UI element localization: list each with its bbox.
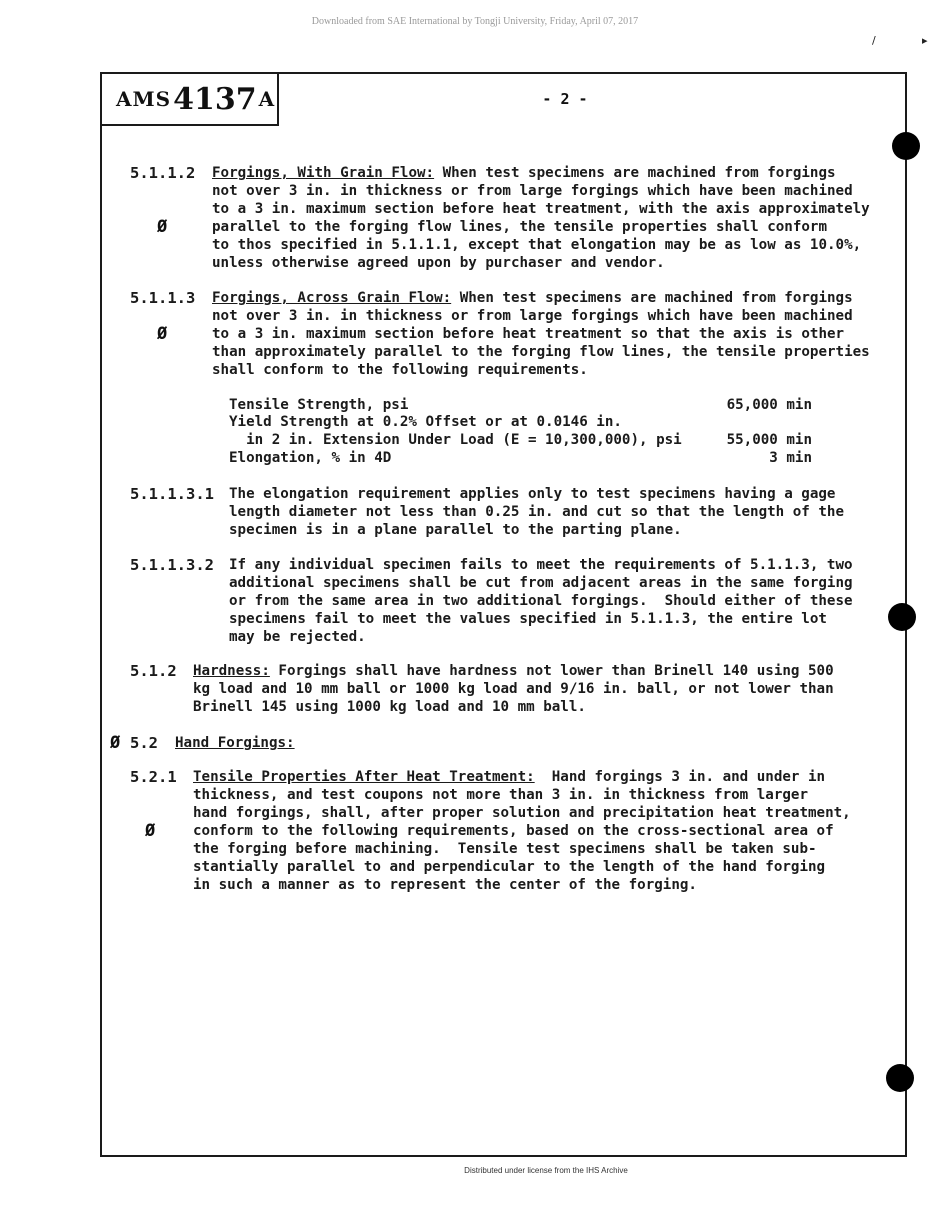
requirement-value: 55,000 min: [726, 432, 812, 448]
section-line: hand forgings, shall, after proper solution and precipitation heat treatment,: [193, 805, 851, 821]
section-line: kg load and 10 mm ball or 1000 kg load and 9/16 in. ball, or not lower than: [193, 681, 834, 697]
section-title: Forgings, Across Grain Flow:: [212, 290, 452, 306]
section-line: Brinell 145 using 1000 kg load and 10 mm ball.: [193, 699, 586, 715]
requirement-value: 65,000 min: [726, 397, 812, 413]
section-line: specimens fail to meet the values specified in 5.1.1.3, the entire lot: [229, 611, 827, 627]
spec-revision: A: [258, 87, 275, 111]
scan-mark: /: [872, 34, 876, 47]
section-number: 5.1.1.3.1: [130, 485, 214, 503]
change-mark: Ø: [145, 821, 156, 841]
spec-prefix: AMS: [116, 87, 172, 111]
section-line: shall conform to the following requirements.: [212, 362, 588, 378]
section-line: not over 3 in. in thickness or from large forgings which have been machined: [212, 308, 853, 324]
hole-punch: [886, 1064, 914, 1092]
section-title: Forgings, With Grain Flow:: [212, 165, 435, 181]
section-line: If any individual specimen fails to meet the requirements of 5.1.1.3, two: [229, 557, 853, 573]
section-line: When test specimens are machined from forgings: [434, 165, 836, 181]
section-number: 5.1.2: [130, 662, 177, 680]
section-title: Hardness:: [193, 663, 270, 679]
change-mark: Ø: [157, 324, 168, 344]
requirement-label: Tensile Strength, psi: [229, 397, 409, 413]
requirement-value: 3 min: [769, 450, 812, 466]
download-note: Downloaded from SAE International by Tongji University, Friday, April 07, 2017: [311, 16, 639, 27]
section-line: When test specimens are machined from forgings: [451, 290, 853, 306]
section-line: not over 3 in. in thickness or from large forgings which have been machined: [212, 183, 853, 199]
change-mark: Ø: [110, 733, 121, 753]
section-number: 5.2: [130, 734, 158, 752]
spec-number: 4137: [173, 81, 257, 117]
section-line: length diameter not less than 0.25 in. and cut so that the length of the: [229, 504, 844, 520]
section-first-line: [175, 734, 295, 752]
scan-mark: ▸: [922, 34, 928, 47]
hole-punch: [892, 132, 920, 160]
section-number: 5.1.1.2: [130, 164, 196, 182]
section-line: to a 3 in. maximum section before heat treatment, with the axis approximately: [212, 201, 870, 217]
section-line: additional specimens shall be cut from adjacent areas in the same forging: [229, 575, 853, 591]
section-line: thickness, and test coupons not more than 3 in. in thickness from larger: [193, 787, 808, 803]
section-title: Tensile Properties After Heat Treatment:: [193, 769, 535, 785]
section-line: to a 3 in. maximum section before heat treatment so that the axis is other: [212, 326, 845, 342]
section-line: or from the same area in two additional forgings. Should either of these: [229, 593, 853, 609]
section-number: 5.1.1.3.2: [130, 556, 214, 574]
change-mark: Ø: [157, 217, 168, 237]
page-number: - 2 -: [542, 90, 588, 108]
section-line: specimen is in a plane parallel to the parting plane.: [229, 522, 682, 538]
section-first-line: [212, 289, 853, 307]
section-first-line: [193, 768, 825, 786]
section-line: in such a manner as to represent the center of the forging.: [193, 877, 697, 893]
requirement-label: Yield Strength at 0.2% Offset or at 0.0146 in.: [229, 414, 622, 430]
requirement-label: Elongation, % in 4D: [229, 450, 392, 466]
section-first-line: [212, 164, 836, 182]
section-line: than approximately parallel to the forging flow lines, the tensile properties: [212, 344, 870, 360]
section-line: conform to the following requirements, based on the cross-sectional area of: [193, 823, 834, 839]
requirement-label: in 2 in. Extension Under Load (E = 10,300,000), psi: [229, 432, 682, 448]
section-line: Hand forgings 3 in. and under in: [534, 769, 826, 785]
section-line: Forgings shall have hardness not lower than Brinell 140 using 500: [269, 663, 834, 679]
section-number: 5.1.1.3: [130, 289, 196, 307]
section-line: the forging before machining. Tensile test specimens shall be taken sub-: [193, 841, 817, 857]
section-first-line: [193, 662, 834, 680]
section-line: The elongation requirement applies only to test specimens having a gage: [229, 486, 836, 502]
section-line: stantially parallel to and perpendicular to the length of the hand forging: [193, 859, 826, 875]
section-line: may be rejected.: [229, 629, 366, 645]
section-line: parallel to the forging flow lines, the tensile properties shall conform: [212, 219, 827, 235]
section-title: Hand Forgings:: [175, 735, 295, 751]
license-note: Distributed under license from the IHS Archive: [464, 1166, 628, 1175]
hole-punch: [888, 603, 916, 631]
section-line: unless otherwise agreed upon by purchaser and vendor.: [212, 255, 665, 271]
section-number: 5.2.1: [130, 768, 177, 786]
section-line: to thos specified in 5.1.1.1, except that elongation may be as low as 10.0%,: [212, 237, 862, 253]
